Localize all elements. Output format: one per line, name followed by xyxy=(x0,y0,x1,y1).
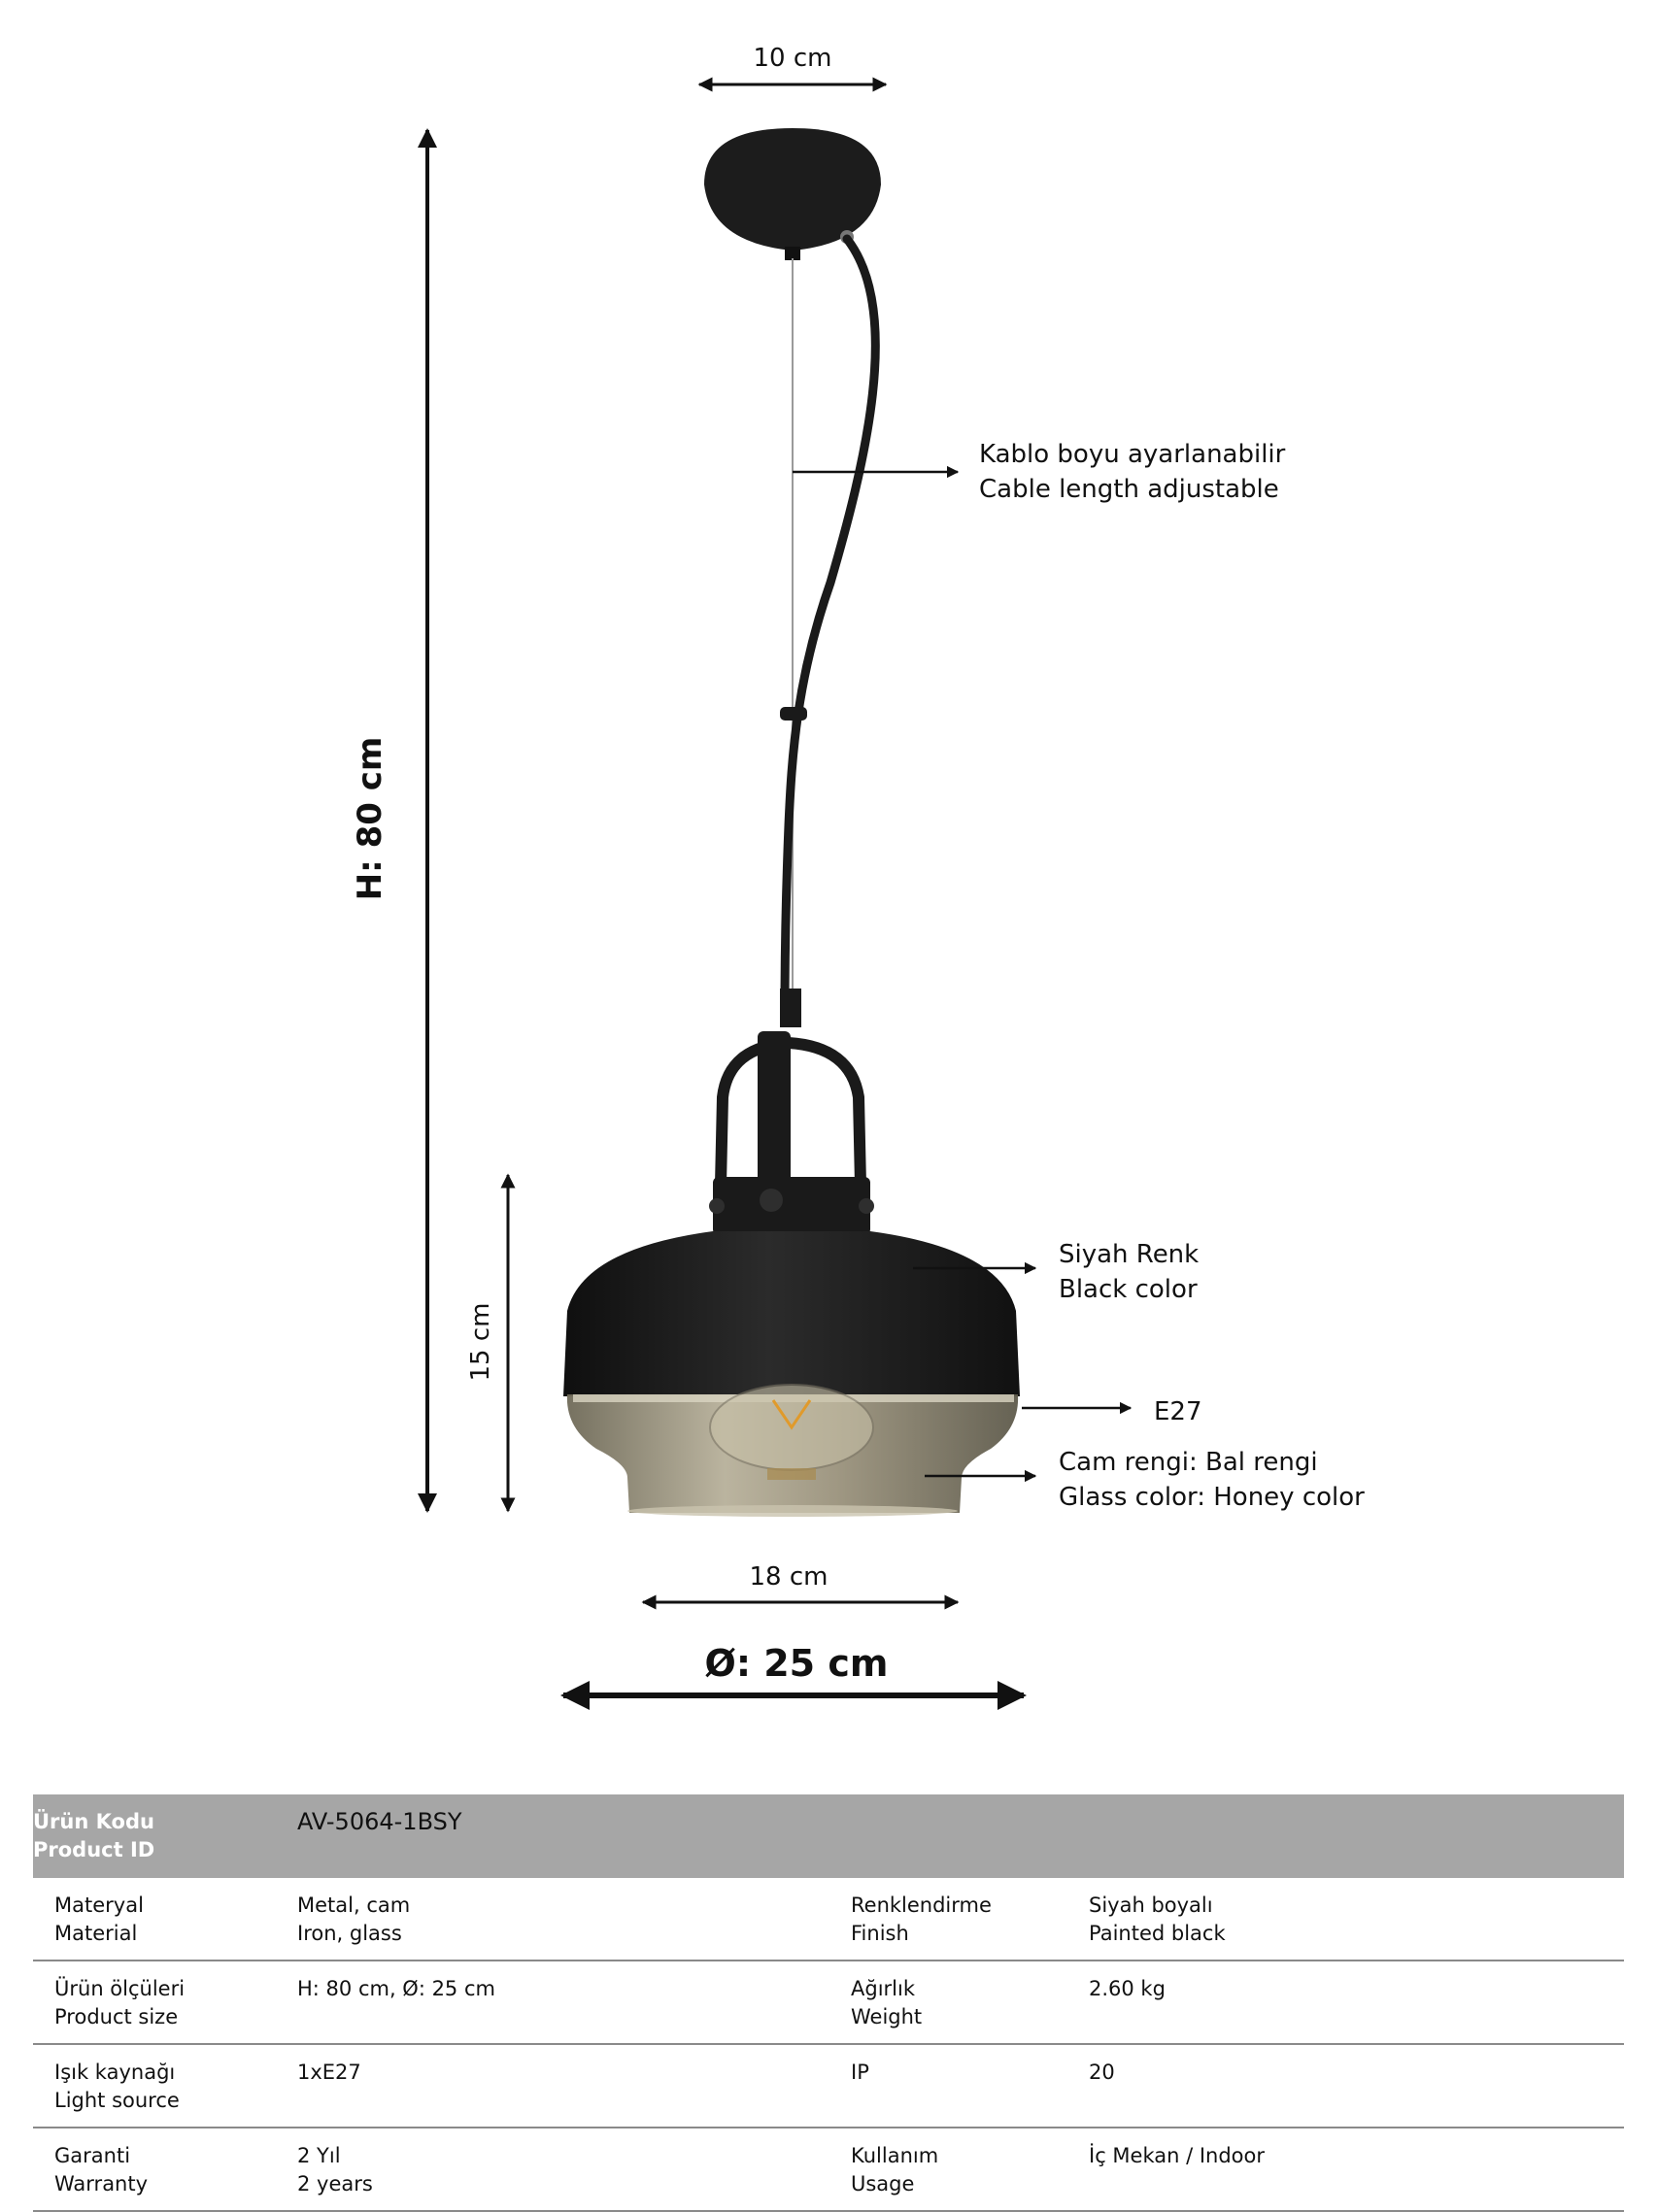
spec-key-tr: Işık kaynağı xyxy=(54,2061,176,2084)
spec-value-tr: H: 80 cm, Ø: 25 cm xyxy=(297,1977,495,2000)
socket-callout: E27 xyxy=(1154,1397,1202,1426)
spec-key-en: Finish xyxy=(851,1922,909,1945)
spec-value-en: Iron, glass xyxy=(297,1922,402,1945)
glass-callout-tr: Cam rengi: Bal rengi xyxy=(1059,1448,1318,1477)
color-callout-tr: Siyah Renk xyxy=(1059,1240,1200,1269)
spec-key-tr: Garanti xyxy=(54,2144,131,2167)
spec-value-tr: 1xE27 xyxy=(297,2061,361,2084)
spec-value-tr: İç Mekan / Indoor xyxy=(1089,2144,1266,2167)
spec-key-tr: Ürün ölçüleri xyxy=(54,1977,186,2000)
product-id-value: AV-5064-1BSY xyxy=(297,1794,1624,1878)
canopy-width-label: 10 cm xyxy=(753,44,832,73)
spec-key-en: Light source xyxy=(54,2089,180,2112)
glass-callout-en: Glass color: Honey color xyxy=(1059,1483,1365,1512)
product-id-row xyxy=(33,1794,1624,1878)
spec-value-tr: 2 Yıl xyxy=(297,2144,341,2167)
product-id-key-en: Product ID xyxy=(33,1838,155,1861)
glass-width-label: 18 cm xyxy=(749,1562,828,1592)
cable-callout-tr: Kablo boyu ayarlanabilir xyxy=(979,440,1286,469)
spec-key-en: Usage xyxy=(851,2172,915,2195)
spec-key-tr: Renklendirme xyxy=(851,1894,992,1917)
ceiling-canopy xyxy=(704,128,881,251)
color-callout-en: Black color xyxy=(1059,1275,1198,1304)
lamp-collar xyxy=(713,1177,870,1235)
spec-row xyxy=(33,1961,1624,2044)
shade-height-label: 15 cm xyxy=(466,1302,495,1382)
height-label: H: 80 cm xyxy=(351,736,389,901)
power-cable xyxy=(785,239,875,1010)
spec-key-en: Product size xyxy=(54,2005,179,2028)
spec-row xyxy=(33,1878,1624,1961)
product-id-key-tr: Ürün Kodu xyxy=(33,1810,154,1833)
spec-value-en: Painted black xyxy=(1089,1922,1226,1945)
spec-key-tr: Materyal xyxy=(54,1894,144,1917)
spec-value-tr: Metal, cam xyxy=(297,1894,411,1917)
spec-key-en: Weight xyxy=(851,2005,923,2028)
black-metal-shade xyxy=(563,1231,1020,1396)
spec-value-tr: Siyah boyalı xyxy=(1089,1894,1213,1917)
spec-key-tr: IP xyxy=(851,2061,869,2084)
spec-value-tr: 20 xyxy=(1089,2061,1115,2084)
cable-callout-en: Cable length adjustable xyxy=(979,475,1279,504)
spec-row xyxy=(33,2128,1624,2211)
pendant-lamp-illustration xyxy=(563,128,1020,1517)
specification-table xyxy=(33,1794,1624,2212)
spec-value-tr: 2.60 kg xyxy=(1089,1977,1166,2000)
spec-row xyxy=(33,2044,1624,2128)
product-id-key xyxy=(33,1794,297,1878)
spec-key-tr: Ağırlık xyxy=(851,1977,915,2000)
spec-key-tr: Kullanım xyxy=(851,2144,939,2167)
spec-value-en: 2 years xyxy=(297,2172,373,2195)
spec-key-en: Warranty xyxy=(54,2172,149,2195)
spec-key-en: Material xyxy=(54,1922,138,1945)
diameter-label: Ø: 25 cm xyxy=(704,1642,889,1685)
